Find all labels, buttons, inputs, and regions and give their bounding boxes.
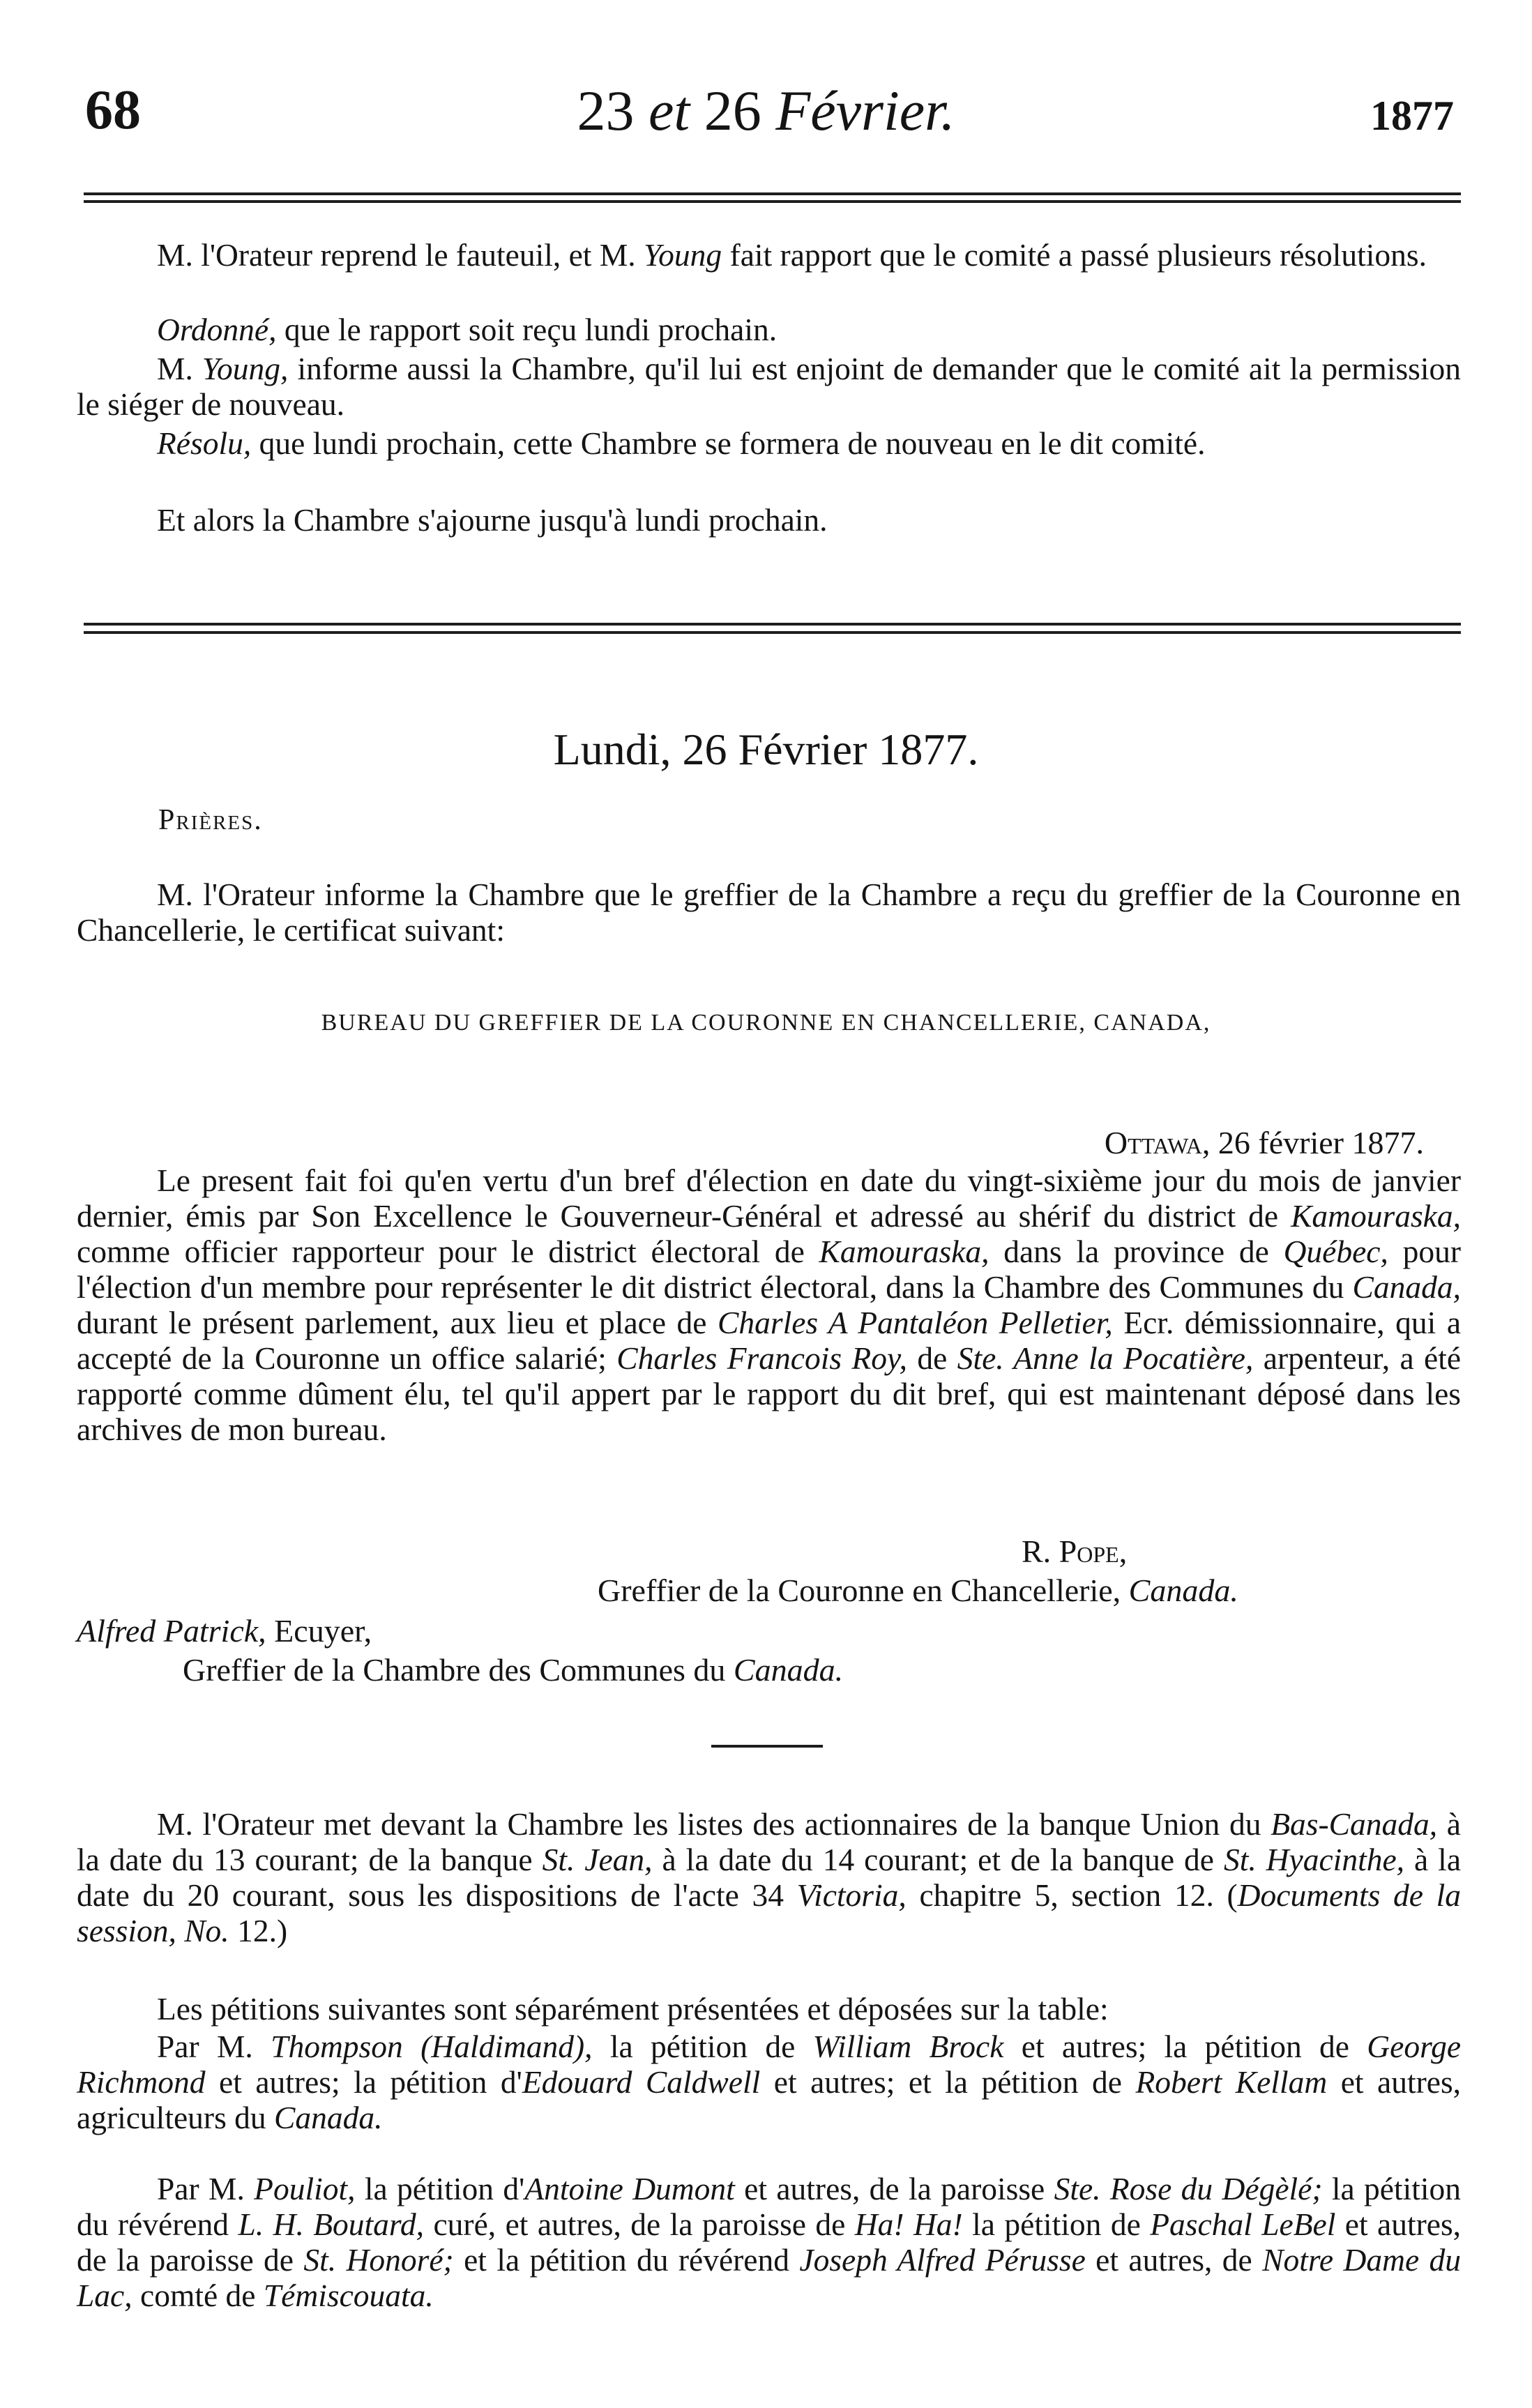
text: Par M. <box>157 2029 253 2064</box>
ottawa-place: Ottawa, <box>1104 1125 1211 1160</box>
name-pouliot: Pouliot, <box>254 2171 356 2206</box>
text: Ecuyer, <box>274 1613 372 1649</box>
place-bas-canada: Bas-Canada, <box>1271 1806 1438 1842</box>
para-banques <box>77 1806 1461 1948</box>
text: Et alors la Chambre s'ajourne jusqu'à lundi prochain. <box>157 502 828 538</box>
prieres-label: Prières. <box>158 804 263 836</box>
page-year: 1877 <box>1370 93 1454 139</box>
para-thompson <box>77 2029 1461 2135</box>
name-dumont: Antoine Dumont <box>524 2171 735 2206</box>
ottawa-date: 26 février 1877. <box>1218 1125 1424 1160</box>
text: et autres, de la paroisse <box>744 2171 1045 2206</box>
place-notre-dame-du-lac: Notre Dame du Lac, <box>77 2242 1462 2313</box>
text: à la date du 20 courant, sous les dispositions de l'acte 34 <box>77 1842 1462 1913</box>
text: à la date du 13 courant; de la banque <box>77 1806 1461 1877</box>
text: M. l'Orateur informe la Chambre que le greffier de la Chambre a reçu du greffier de la Couronne en Chancellerie, le certificat suivant: <box>77 877 1461 948</box>
text: et autres; la pétition de <box>1021 2029 1349 2064</box>
place-canada: Canada. <box>733 1652 844 1688</box>
title-day2: 26 <box>704 79 761 142</box>
addressee-name <box>77 1612 372 1649</box>
text: 12.) <box>237 1913 288 1948</box>
name-caldwell: Edouard Caldwell <box>522 2064 761 2100</box>
place-ste-rose: Ste. Rose du Dégèlé; <box>1054 2171 1323 2206</box>
place-ste-anne: Ste. Anne la Pocatière, <box>957 1340 1254 1376</box>
text: pour l'élection d'un membre pour représenter le dit district électoral, dans la Chambre des Communes du <box>77 1234 1462 1305</box>
name-lebel: Paschal LeBel <box>1150 2206 1336 2242</box>
text: Par M. <box>157 2171 245 2206</box>
place-canada: Canada. <box>1128 1573 1238 1608</box>
text: et autres, agriculteurs du <box>77 2064 1462 2135</box>
documents-session: Documents de la session, No. <box>77 1877 1462 1948</box>
text: Greffier de la Couronne en Chancellerie, <box>598 1573 1121 1608</box>
text: et autres; et la pétition de <box>773 2064 1122 2100</box>
name-brock: William Brock <box>812 2029 1004 2064</box>
name-pelletier: Charles A Pantaléon Pelletier, <box>718 1305 1113 1340</box>
title-day1: 23 <box>577 79 635 142</box>
name-thompson: Thompson (Haldimand), <box>271 2029 593 2064</box>
para-young-informe <box>77 351 1461 422</box>
name-young: Young <box>644 237 722 273</box>
text: M. l'Orateur met devant la Chambre les listes des actionnaires de la banque Union du <box>157 1806 1261 1842</box>
text: la pétition de <box>972 2206 1141 2242</box>
text: durant le présent parlement, aux lieu et place de <box>77 1305 707 1340</box>
running-title <box>0 79 1532 142</box>
text: et autres, de <box>1095 2242 1252 2278</box>
text: la pétition du révérend <box>77 2171 1462 2242</box>
text: comme officier rapporteur pour le district électoral de <box>77 1234 805 1269</box>
victoria: Victoria, <box>796 1877 907 1913</box>
place-st-jean: St. Jean, <box>542 1842 653 1877</box>
place-st-hyacinthe: St. Hyacinthe, <box>1223 1842 1405 1877</box>
short-separator <box>711 1745 823 1748</box>
place-st-honore: St. Honoré; <box>303 2242 454 2278</box>
name-roy: Charles Francois Roy, <box>616 1340 908 1376</box>
name-boutard: L. H. Boutard, <box>238 2206 425 2242</box>
place-canada: Canada. <box>274 2100 383 2135</box>
text: la pétition de <box>609 2029 796 2064</box>
text: dans la province de <box>1003 1234 1269 1269</box>
place-kamouraska: Kamouraska, <box>1291 1198 1462 1234</box>
certificate-text <box>77 1163 1461 1447</box>
text: à la date du 14 courant; et de la banque de <box>662 1842 1214 1877</box>
text: Ecr. démissionnaire, qui a accepté de la Couronne un office salarié; <box>77 1305 1462 1376</box>
section-rule-bottom <box>84 631 1461 634</box>
header-rule-top <box>84 192 1461 195</box>
name-perusse: Joseph Alfred Pérusse <box>799 2242 1086 2278</box>
text: Le present fait foi qu'en vertu d'un bref d'élection en date du vingt-sixième jour du mois de janvier dernier, émis par Son Excellence le Gouverneur-Général et adressé au shérif du district de <box>77 1163 1461 1234</box>
text: M. l'Orateur reprend le fauteuil, et M. <box>157 237 636 273</box>
text: chapitre 5, section 12. ( <box>919 1877 1238 1913</box>
text: curé, et autres, de la paroisse de <box>433 2206 846 2242</box>
date-heading: Lundi, 26 Février 1877. <box>553 725 979 774</box>
text: de <box>917 1340 948 1376</box>
title-month: Février. <box>775 79 955 142</box>
place-quebec: Québec, <box>1283 1234 1388 1269</box>
name-patrick: Alfred Patrick, <box>77 1613 266 1649</box>
text: comté de <box>140 2278 256 2313</box>
text: la pétition d' <box>364 2171 525 2206</box>
para-ordonne <box>77 312 1461 347</box>
bureau-heading: BUREAU DU GREFFIER DE LA COURONNE EN CHANCELLERIE, CANADA, <box>321 1010 1211 1036</box>
section-rule-top <box>84 623 1461 626</box>
para-resolu <box>77 425 1461 461</box>
place-canada: Canada, <box>1352 1269 1462 1305</box>
signature-name: R. Pope, <box>1022 1534 1128 1569</box>
para-pouliot <box>77 2171 1461 2313</box>
page-number: 68 <box>85 79 141 141</box>
resolu-label: Résolu, <box>157 425 252 461</box>
addressee-title <box>183 1651 843 1688</box>
text: et autres; la pétition d' <box>219 2064 522 2100</box>
text: Les pétitions suivantes sont séparément présentées et déposées sur la table: <box>157 1991 1109 2027</box>
place-kamouraska: Kamouraska, <box>819 1234 989 1269</box>
name-young: Young, <box>202 351 289 386</box>
para-orateur-informe <box>77 877 1461 948</box>
text: que lundi prochain, cette Chambre se formera de nouveau en le dit comité. <box>259 425 1206 461</box>
place-ha-ha: Ha! Ha! <box>854 2206 963 2242</box>
para-ajourne <box>77 502 1461 538</box>
name-kellam: Robert Kellam <box>1135 2064 1328 2100</box>
signature-title <box>598 1572 1238 1609</box>
ottawa-dateline <box>1105 1124 1424 1161</box>
title-et: et <box>649 79 690 142</box>
place-temiscouata: Témiscouata. <box>263 2278 434 2313</box>
ordonne-label: Ordonné, <box>157 312 277 347</box>
name-richmond: George Richmond <box>77 2029 1462 2100</box>
text: M. <box>157 351 193 386</box>
text: que le rapport soit reçu lundi prochain. <box>284 312 778 347</box>
text: et la pétition du révérend <box>464 2242 789 2278</box>
para-petitions-intro <box>77 1991 1461 2027</box>
text: et autres, de la paroisse de <box>77 2206 1462 2278</box>
text: informe aussi la Chambre, qu'il lui est enjoint de demander que le comité ait la permission le siéger de nouveau. <box>77 351 1461 422</box>
para-orateur-reprend <box>77 237 1461 273</box>
text: arpenteur, a été rapporté comme dûment élu, tel qu'il appert par le rapport du dit bref, qui est maintenant déposé dans les archives de mon bureau. <box>77 1340 1462 1447</box>
header-rule-bottom <box>84 200 1461 203</box>
text: Greffier de la Chambre des Communes du <box>183 1652 726 1688</box>
text: fait rapport que le comité a passé plusieurs résolutions. <box>729 237 1427 273</box>
